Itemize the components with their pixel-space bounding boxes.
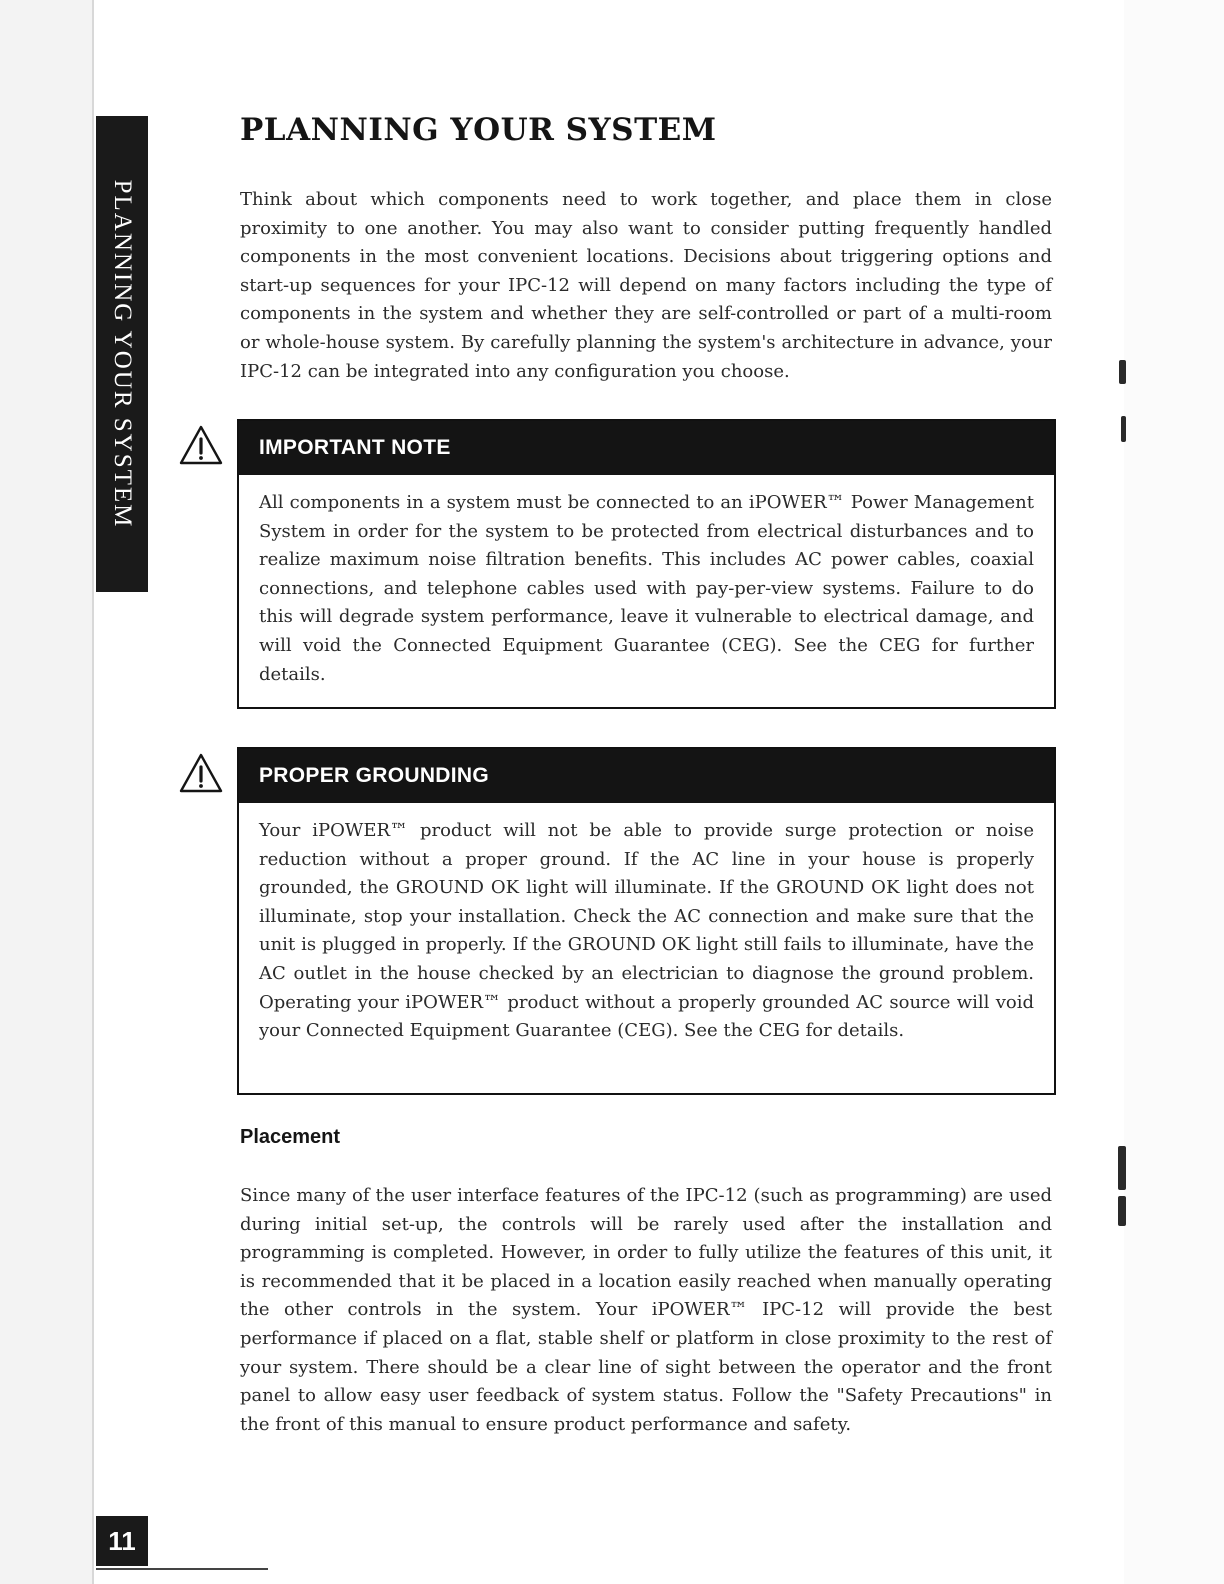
note-body: Your iPOWER™ product will not be able to provide surge protection or noise reduction without a proper ground. If the AC line in your house is properly grounded, the GROUND OK light will illuminate. If the GROUND OK light does not illuminate, stop your installation. Check the AC connection and make sure that the unit is plugged in properly. If the GROUND OK light still fails to illuminate, have the AC outlet in the house checked by an electrician to diagnose the ground problem. Operating your iPOWER™ product without a properly grounded AC source will void your Connected Equipment Guarantee (CEG). See the CEG for details. — [259, 820, 1034, 1042]
bottom-rule — [96, 1568, 268, 1570]
placement-paragraph: Since many of the user interface features of the IPC-12 (such as programming) are used during initial set-up, the controls will be rarely used after the installation and programming is completed. However, in order to fully utilize the features of this unit, it is recommended that it be placed in a location easily reached when manually operating the other controls in the system. Your iPOWER™ IPC-12 will provide the best performance if placed on a flat, stable shelf or platform in close proximity to the rest of your system. There should be a clear line of sight between the operator and the front panel to allow easy user feedback of system status. Follow the "Safety Precautions" in the front of this manual to ensure product performance and safety. — [240, 1185, 1052, 1435]
note-body: All components in a system must be connected to an iPOWER™ Power Management System in order for the system to be protected from electrical disturbances and to realize maximum noise filtration benefits. This includes AC power cables, coaxial connections, and telephone cables used with pay-per-view systems. Failure to do this will degrade system performance, leave it vulnerable to electrical damage, and will void the Connected Equipment Guarantee (CEG). See the CEG for further details. — [259, 492, 1034, 685]
page-number: 11 — [96, 1516, 148, 1566]
note-heading: IMPORTANT NOTE — [239, 421, 1054, 475]
page-title: PLANNING YOUR SYSTEM — [240, 112, 717, 148]
scan-mark — [1119, 360, 1126, 384]
scan-mark — [1118, 1196, 1126, 1226]
scan-mark — [1118, 1146, 1126, 1190]
note-heading: PROPER GROUNDING — [239, 749, 1054, 803]
placement-heading: Placement — [240, 1126, 341, 1148]
page-edge-right — [1124, 0, 1224, 1584]
important-note-box — [237, 419, 1056, 709]
proper-grounding-box — [237, 747, 1056, 1095]
warning-triangle-icon — [178, 424, 224, 466]
intro-paragraph: Think about which components need to work together, and place them in close proximity to one another. You may also want to consider putting frequently handled components in the most convenient locations. Decisions about triggering options and start-up sequences for your IPC-12 will depend on many factors including the type of components in the system and whether they are self-controlled or part of a multi-room or whole-house system. By carefully planning the system's architecture in advance, your IPC-12 can be integrated into any configuration you choose. — [240, 189, 1052, 382]
warning-triangle-icon — [178, 752, 224, 794]
page-edge-left — [0, 0, 94, 1584]
scan-mark — [1121, 416, 1126, 442]
side-tab-label: PLANNING YOUR SYSTEM — [109, 179, 136, 529]
side-section-tab — [96, 116, 148, 592]
